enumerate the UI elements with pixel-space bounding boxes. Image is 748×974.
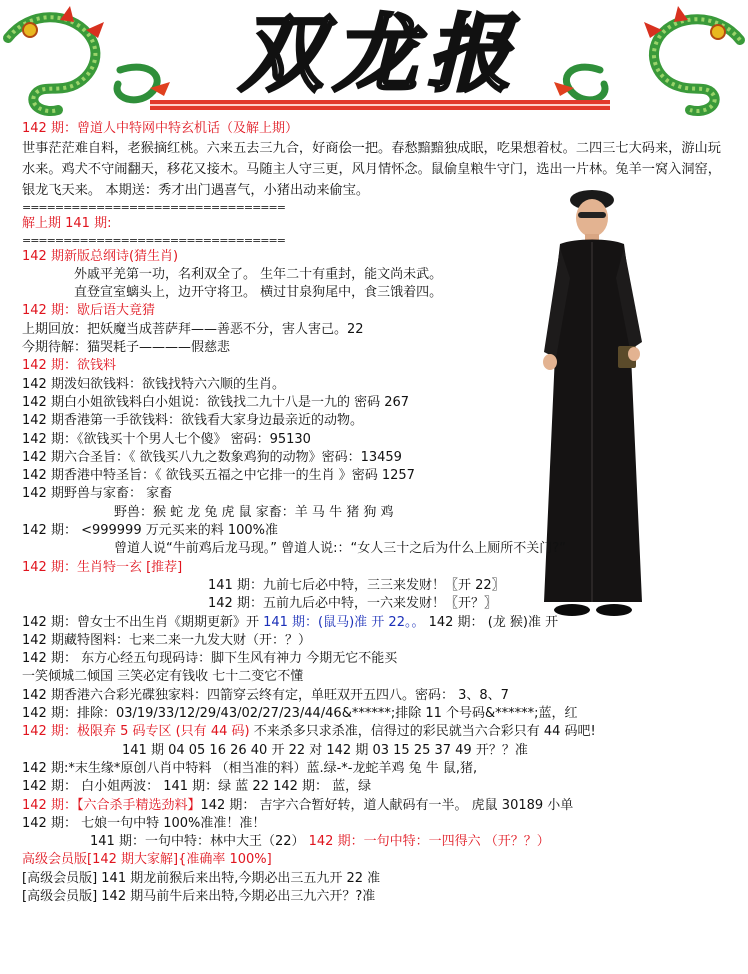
- text-line: [22, 577, 732, 595]
- text-line: [22, 778, 732, 796]
- text-line: [22, 687, 732, 705]
- text-line: [22, 215, 732, 233]
- text-line: [22, 376, 732, 394]
- text-segment: 142 期：《欲钱买十个男人七个傻》 密码：95130: [22, 431, 311, 447]
- text-line: [22, 888, 732, 906]
- text-segment: 142 期：五前九后必中特，一六来发财！〖开？〗: [208, 596, 497, 612]
- text-segment: 142 期： 白小姐两波： 141 期：绿 蓝 22 142 期： 蓝，绿: [22, 779, 372, 795]
- text-segment: 141 期：一句中特：林中大王（22）: [90, 834, 309, 850]
- text-segment: 142 期泼妇欲钱料：欲钱找特六六顺的生肖。: [22, 376, 285, 392]
- text-line: [22, 431, 732, 449]
- text-line: [22, 760, 732, 778]
- text-segment: [高级会员版] 141 期龙前猴后来出特,今期必出三五九开 22 准: [22, 870, 381, 886]
- text-line: [22, 870, 732, 888]
- text-line: [22, 723, 732, 741]
- text-line: [22, 248, 732, 266]
- text-segment: 142 期：歇后语大竟猜: [22, 303, 155, 319]
- separator-line: [22, 201, 332, 215]
- text-line: [22, 705, 732, 723]
- text-segment: 142 期：排除：03/19/33/12/29/43/02/27/23/44/46&******;排除 11 个号码&******;蓝，红: [22, 706, 578, 722]
- text-segment: 141 期 04 05 16 26 40 开 22 对 142 期 03 15 25 37 49 开？？准: [122, 742, 528, 758]
- text-line: [22, 540, 732, 558]
- text-segment: 外戚平羌第一功，名利双全了。 生年二十有重封，能文尚未武。: [74, 266, 443, 282]
- text-line: [22, 504, 732, 522]
- text-segment: 解上期 141 期:: [22, 216, 112, 232]
- text-segment: 142 期：曾女士不出生肖《期期更新》开: [22, 614, 264, 630]
- text-line: [22, 668, 732, 686]
- text-segment: 野兽：猴 蛇 龙 兔 虎 鼠 家畜：羊 马 牛 猪 狗 鸡: [114, 504, 394, 520]
- text-segment: 142 期白小姐欲钱料白小姐说：欲钱找二九十八是一九的 密码 267: [22, 394, 410, 410]
- text-line: [22, 357, 732, 375]
- document-body: [22, 120, 732, 906]
- text-segment: 142 期香港中特圣旨：《 欲钱买五福之中它排一的生肖 》密码 1257: [22, 468, 415, 484]
- text-line: [22, 302, 732, 320]
- text-line: [22, 284, 732, 302]
- text-line: [22, 650, 732, 668]
- text-segment: 曾道人说“牛前鸡后龙马现。” 曾道人说:：“女人三十之后为什么上厕所不关门?”: [114, 541, 566, 557]
- text-segment: 一笑倾城二倾国 三笑必定有钱收 七十二变它不懂: [22, 669, 304, 685]
- text-segment: 不来杀多只求杀准，信得过的彩民就当六合彩只有 44 码吧!: [249, 724, 596, 740]
- text-line: [22, 797, 732, 815]
- text-segment: 142 期新版总纲诗(猜生肖): [22, 248, 179, 264]
- text-segment: 高级会员版[142 期大家解]{准确率 100%]: [22, 852, 272, 868]
- text-line: [22, 412, 732, 430]
- text-segment: 142 期： 七娘一句中特 100%准准！准！: [22, 815, 266, 831]
- text-segment: 141 期：(鼠马)准 开 22。。: [263, 614, 425, 630]
- left-dragon-icon: [8, 6, 170, 111]
- text-segment: 142 期： 吉字六合暂好转，道人献码有一半。 虎鼠 30189 小单: [200, 797, 574, 813]
- text-line: [22, 522, 732, 540]
- text-segment: 世事茫茫难自料，老猴摘红桃。六来五去三九合，好商侩一把。春愁黯黯独成眠，吃果想着杖。二四三七大码来，游山玩水来。鸡犬不守闹翻天，移花又接木。马随主人守三更，风月情怀念。鼠偷皇粮牛守门，选出一片林。兔羊一窝入洞窑，银龙飞天来。 本期送：秀才出门遇喜气，小猪出动来偷宝。: [22, 141, 721, 199]
- text-segment: 142 期： <999999 万元买来的料 100%准: [22, 523, 279, 539]
- text-segment: 142 期： 东方心经五句现码诗：脚下生风有神力 今期无它不能买: [22, 651, 398, 667]
- text-line: [22, 815, 732, 833]
- text-line: [22, 266, 732, 284]
- text-segment: 142 期香港六合彩光碟独家料：四箭穿云终有定，单旺双开五四八。密码： 3、8、7: [22, 687, 509, 703]
- text-segment: 142 期：极限弃 5 码专区 (只有 44 码): [22, 724, 250, 740]
- text-segment: 142 期：生肖特一玄 [推荐]: [22, 559, 183, 575]
- text-segment: ================================: [22, 201, 285, 215]
- text-line: [22, 559, 732, 577]
- text-segment: 上期回放：把妖魔当成菩萨拜——善恶不分，害人害己。22: [22, 321, 364, 337]
- text-segment: 今期待解：猫哭耗子————假慈悲: [22, 340, 231, 356]
- text-line: [22, 742, 732, 760]
- text-segment: ================================: [22, 233, 285, 247]
- text-line: [22, 449, 732, 467]
- text-segment: 142 期：曾道人中特网中特玄机话（及解上期）: [22, 121, 298, 136]
- text-segment: 142 期野兽与家畜： 家畜: [22, 486, 173, 502]
- text-line: [22, 595, 732, 613]
- text-segment: 142 期： (龙 猴)准 开: [424, 614, 559, 630]
- text-segment: 142 期香港第一手欲钱料：欲钱看大家身边最亲近的动物。: [22, 413, 363, 429]
- text-segment: 142 期六合圣旨：《 欲钱买八九之数象鸡狗的动物》密码：13459: [22, 449, 402, 465]
- page-title: 双龙报: [238, 4, 521, 103]
- text-segment: 142 期：一句中特：一四得六 （开？？）: [308, 834, 550, 850]
- text-segment: 直登宣室螭头上，边开守将卫。 横过甘泉狗尾中，食三饿着四。: [74, 285, 443, 301]
- text-line: [22, 851, 732, 869]
- text-line: [22, 632, 732, 650]
- text-line: [22, 394, 732, 412]
- text-segment: 142 期藏特图料：七来二来一九发大财（开：？）: [22, 632, 311, 648]
- text-segment: 142 期：欲钱料: [22, 358, 116, 374]
- text-line: [22, 485, 732, 503]
- text-segment: 141 期：九前七后必中特，三三来发财！〖开 22〗: [208, 577, 505, 593]
- text-segment: 142 期：【六合杀手精选劲料】: [22, 797, 201, 813]
- text-line: [22, 467, 732, 485]
- separator-line: [22, 234, 332, 248]
- text-line: [22, 833, 732, 851]
- text-line: [22, 321, 732, 339]
- header-banner: [0, 0, 748, 122]
- text-line: [22, 339, 732, 357]
- text-segment: [高级会员版] 142 期马前牛后来出特,今期必出三九六开？?准: [22, 888, 376, 904]
- text-line: [22, 120, 732, 138]
- text-line: [22, 138, 734, 201]
- text-line: [22, 614, 732, 632]
- text-segment: 142 期:*末生缘*原创八肖中特料 （相当准的料）蓝.绿-*-龙蛇羊鸡 兔 牛 鼠,猪,: [22, 760, 478, 776]
